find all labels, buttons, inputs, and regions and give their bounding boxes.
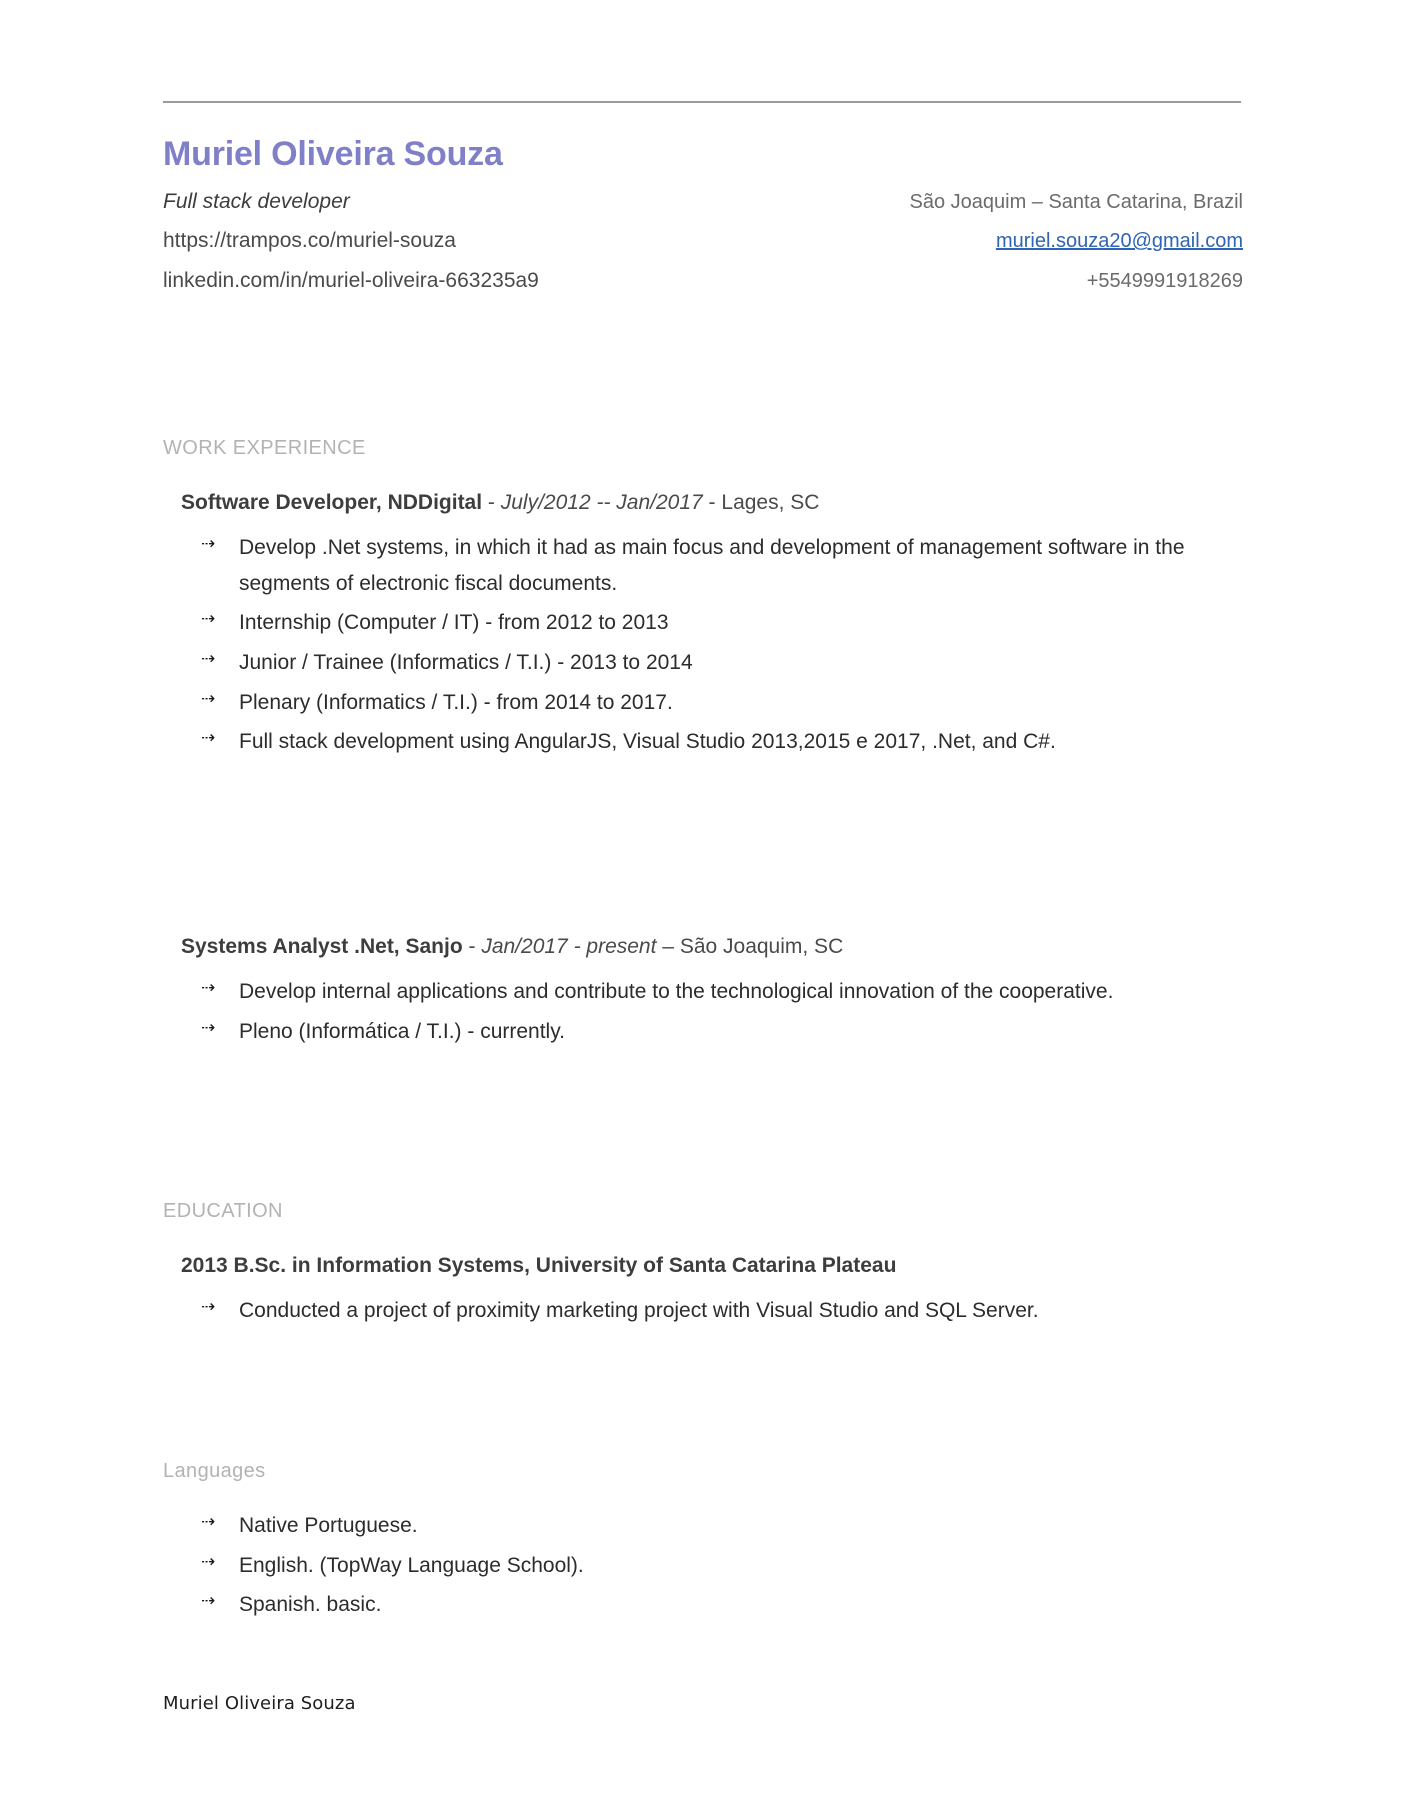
list-item [181,685,1248,721]
work-entry-2-sep-left: - [462,935,482,958]
list-item-text: Pleno (Informática / T.I.) - currently. [239,1019,565,1043]
work-entry-2-role: Systems Analyst .Net, Sanjo [181,935,463,958]
work-entry-2-sep-right: – [656,935,680,958]
page-title: Muriel Oliveira Souza [163,135,503,173]
work-entry-2-bullets [181,974,1248,1049]
list-item-text: Native Portuguese. [239,1514,418,1537]
work-entry-2 [181,933,1248,961]
section-heading-education: EDUCATION [163,1200,283,1222]
list-item-text: Conducted a project of proximity marketing project with Visual Studio and SQL Server. [239,1299,1039,1322]
work-entry-2-bullets-wrap [181,974,1248,1053]
list-item-text: Internship (Computer / IT) - from 2012 to 2013 [239,611,669,635]
header-divider [163,101,1241,103]
contact-row-1 [163,188,1243,216]
languages-bullets-wrap [181,1508,1248,1627]
list-item [181,605,1248,641]
section-languages-heading-wrap [163,1460,1248,1483]
list-item-text: Develop .Net systems, in which it had as main focus and development of management software in the segments of electronic fiscal documents. [239,536,1185,595]
phone-number: +5549991918269 [1086,269,1243,292]
dashed-arrow-icon: ⇢ [201,609,215,629]
list-item [181,1293,1191,1329]
section-education-heading-wrap [163,1200,1248,1223]
education-entry-1 [181,1252,1248,1280]
contact-grid [163,188,1243,295]
work-entry-1-sep-right: - [702,491,722,514]
work-entry-1-sep-left: - [482,491,501,514]
work-entry-1-title [181,489,1248,517]
dashed-arrow-icon: ⇢ [201,1017,215,1037]
dashed-arrow-icon: ⇢ [201,1297,215,1316]
resume-header [163,135,1248,306]
contact-row-2 [163,227,1243,255]
work-entry-1-bullets-wrap [181,530,1248,764]
location-text: São Joaquim – Santa Catarina, Brazil [909,191,1243,214]
list-item [181,1548,1248,1584]
list-item-text: Spanish. basic. [239,1593,382,1617]
list-item-text: Junior / Trainee (Informatics / T.I.) - 2013 to 2014 [239,651,693,675]
dashed-arrow-icon: ⇢ [201,728,215,748]
list-item-text: English. (TopWay Language School). [239,1553,584,1577]
languages-bullets [181,1508,1248,1623]
list-item-text: Full stack development using AngularJS, Visual Studio 2013,2015 e 2017, .Net, and C#. [239,730,1056,754]
list-item [181,1587,1248,1623]
dashed-arrow-icon: ⇢ [201,1551,215,1571]
list-item [181,974,1248,1010]
list-item [181,1014,1248,1050]
section-work-experience-heading-wrap [163,437,1248,460]
list-item [181,1508,1248,1544]
section-heading-languages: Languages [163,1460,266,1482]
education-bullets [181,1293,1191,1329]
work-entry-1-dates: July/2012 -- Jan/2017 [500,491,703,514]
dashed-arrow-icon: ⇢ [201,1591,215,1611]
list-item [181,530,1248,601]
dashed-arrow-icon: ⇢ [201,1512,215,1531]
education-bullets-wrap [181,1293,1191,1333]
section-heading-work-experience: WORK EXPERIENCE [163,437,366,459]
work-entry-2-location: São Joaquim, SC [679,935,844,958]
email-link-wrap [996,228,1243,255]
work-entry-1 [181,489,1248,517]
dashed-arrow-icon: ⇢ [201,649,215,669]
dashed-arrow-icon: ⇢ [201,534,215,553]
job-title: Full stack developer [163,190,350,214]
work-entry-1-bullets [181,530,1248,760]
work-entry-1-location: Lages, SC [721,491,820,514]
list-item [181,645,1248,681]
work-entry-2-dates: Jan/2017 - present [481,935,657,958]
contact-row-3 [163,267,1243,295]
list-item [181,724,1248,760]
work-entry-2-title [181,933,1248,961]
email-link[interactable]: muriel.souza20@gmail.com [995,230,1243,253]
education-entry-1-title [181,1252,1248,1280]
education-degree: 2013 B.Sc. in Information Systems, University of Santa Catarina Plateau [181,1254,897,1277]
portfolio-url[interactable]: https://trampos.co/muriel-souza [163,229,456,253]
list-item-text: Develop internal applications and contribute to the technological innovation of the cooperative. [239,980,1114,1003]
dashed-arrow-icon: ⇢ [201,978,215,997]
linkedin-url[interactable]: linkedin.com/in/muriel-oliveira-663235a9 [163,268,539,292]
list-item-text: Plenary (Informatics / T.I.) - from 2014 to 2017. [239,690,673,714]
dashed-arrow-icon: ⇢ [201,688,215,708]
footer-author-name: Muriel Oliveira Souza [163,1693,356,1714]
work-entry-1-role: Software Developer, NDDigital [181,491,483,514]
